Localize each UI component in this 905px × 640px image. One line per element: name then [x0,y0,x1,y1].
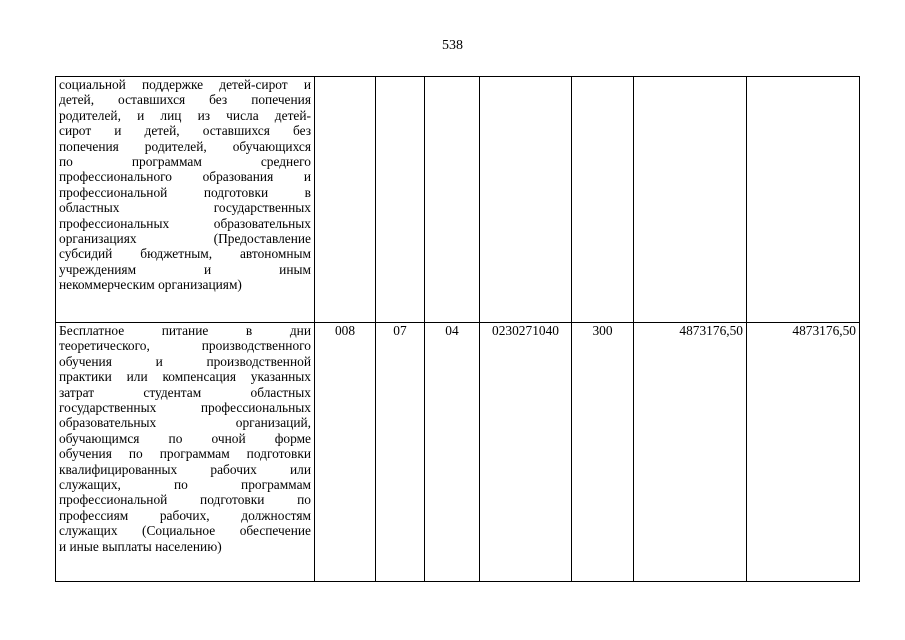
amount-cell-1 [634,77,747,323]
description-line: и иные выплаты населению) [59,538,222,554]
description-line: профессиональных образовательных [59,215,311,231]
description-line: детей, оставшихся без попечения [59,92,311,108]
description-cell [56,323,315,582]
description-line: родителей, и лиц из числа детей- [59,107,311,123]
target-article-cell: 0230271040 [480,323,572,582]
description-line: обучающимся по очной форме [59,430,311,446]
description-line: обучения по программам подготовки [59,446,311,462]
section-code-cell [376,77,425,323]
target-article-cell [480,77,572,323]
description-cell [56,77,315,323]
description-line: субсидий бюджетным, автономным [59,246,311,262]
description-line: попечения родителей, обучающихся [59,138,311,154]
description-line: профессиям рабочих, должностям [59,507,311,523]
section-code-cell: 07 [376,323,425,582]
description-line: государственных профессиональных [59,400,311,416]
description-line: затрат студентам областных [59,384,311,400]
description-line: профессиональной подготовки в [59,184,311,200]
description-line: организациях (Предоставление [59,231,311,247]
description-line: профессиональной подготовки по [59,492,311,508]
description-line: служащих (Социальное обеспечение [59,523,311,539]
amount-cell-1: 4873176,50 [634,323,747,582]
description-line: квалифицированных рабочих или [59,461,311,477]
description-line: теоретического, производственного [59,338,311,354]
description-line: обучения и производственной [59,353,311,369]
description-line: профессионального образования и [59,169,311,185]
page-number: 538 [442,38,463,53]
ministry-code-cell [315,77,376,323]
description-line: учреждениям и иным [59,261,311,277]
description-line: практики или компенсация указанных [59,369,311,385]
description-line: служащих, по программам [59,477,311,493]
budget-table [55,76,860,582]
description-line: областных государственных [59,200,311,216]
ministry-code-cell: 008 [315,323,376,582]
description-line: по программам среднего [59,154,311,170]
description-line: образовательных организаций, [59,415,311,431]
description-line: Бесплатное питание в дни [59,323,311,338]
description-line: социальной поддержке детей-сирот и [59,77,311,92]
table-row [56,77,860,323]
description-line: сирот и детей, оставшихся без [59,123,311,139]
expense-type-cell [572,77,634,323]
amount-cell-2 [747,77,860,323]
subsection-code-cell [425,77,480,323]
table-row [56,323,860,582]
subsection-code-cell: 04 [425,323,480,582]
amount-cell-2: 4873176,50 [747,323,860,582]
description-line: некоммерческим организациям) [59,277,242,293]
expense-type-cell: 300 [572,323,634,582]
